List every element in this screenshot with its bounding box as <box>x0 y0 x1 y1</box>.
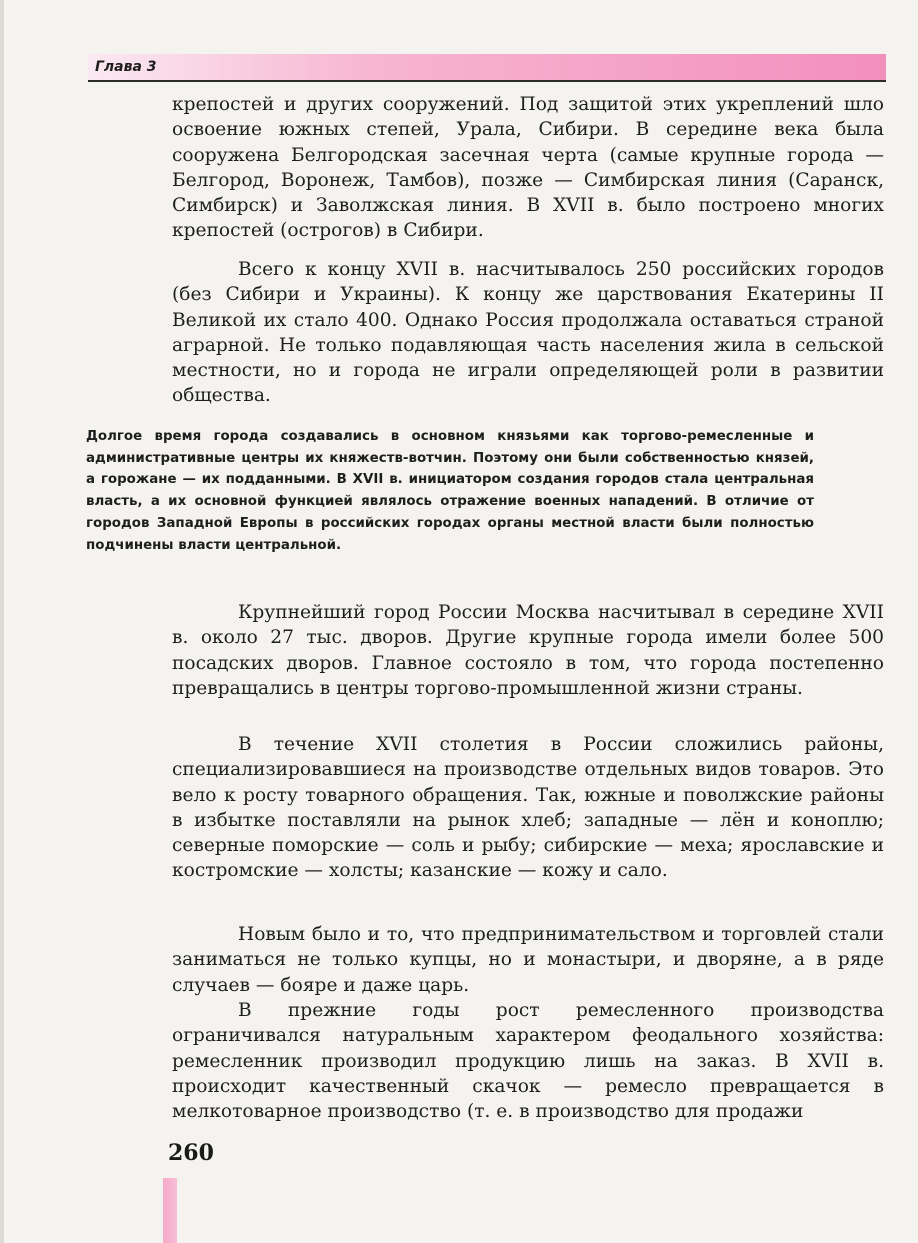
paragraph-1: крепостей и других сооружений. Под защитой этих укреплений шло освоение южных степей, Урала, Сибири. В середине века была сооружена Белгородская засечная черта (самые крупные города — Белгород, Воронеж, Тамбов), позже — Симбирская линия (Саранск, Симбирск) и Заволжская линия. В XVII в. было построено многих крепостей (острогов) в Сибири. <box>172 94 884 242</box>
paragraph-4: В течение XVII столетия в России сложились районы, специализировавшиеся на производстве отдельных видов товаров. Это вело к росту товарного обращения. Так, южные и поволжские районы в избытке поставляли на рынок хлеб; западные — лён и коноплю; северные поморские — соль и рыбу; сибирские — меха; ярославские и костромские — холсты; казанские — кожу и сало. <box>172 734 884 882</box>
header-rule <box>88 80 886 82</box>
chapter-title: Глава 3 <box>95 59 157 75</box>
paragraph-3: Крупнейший город России Москва насчитывал в середине XVII в. около 27 тыс. дворов. Другие крупные города имели более 500 посадских дворов. Главное состояло в том, что города постепенно превращались в центры торгово-промышленной жизни страны. <box>172 602 884 699</box>
page-color-strip <box>163 1178 177 1243</box>
scan-edge <box>0 0 4 1243</box>
paragraph-5: Новым было и то, что предпринимательством и торговлей стали заниматься не только купцы, но и монастыри, и дворяне, а в ряде случаев — бояре и даже царь. <box>172 924 884 996</box>
paragraph-2: Всего к концу XVII в. насчитывалось 250 российских городов (без Сибири и Украины). К концу же царствования Екатерины II Великой их стало 400. Однако Россия продолжала оставаться страной аграрной. Не только подавляющая часть населения жила в сельской местности, но и города не играли определяющей роли в развитии общества. <box>172 259 884 407</box>
page-number: 260 <box>168 1140 214 1166</box>
highlight-paragraph: Долгое время города создавались в основном князьями как торгово-ремесленные и административные центры их княжеств-вотчин. Поэтому они были собственностью князей, а горожане — их подданными. В XVII в. инициатором создания городов стала центральная власть, а их основной функцией являлось отражение военных нападений. В отличие от городов Западной Европы в российских городах органы местной власти были полностью подчинены власти центральной. <box>86 429 814 553</box>
chapter-header-bar <box>88 54 886 80</box>
paragraph-6: В прежние годы рост ремесленного производства ограничивался натуральным характером феодального хозяйства: ремесленник производил продукцию лишь на заказ. В XVII в. происходит качественный скачок — ремесло превращается в мелкотоварное производство (т. е. в производство для продажи <box>172 1000 884 1123</box>
